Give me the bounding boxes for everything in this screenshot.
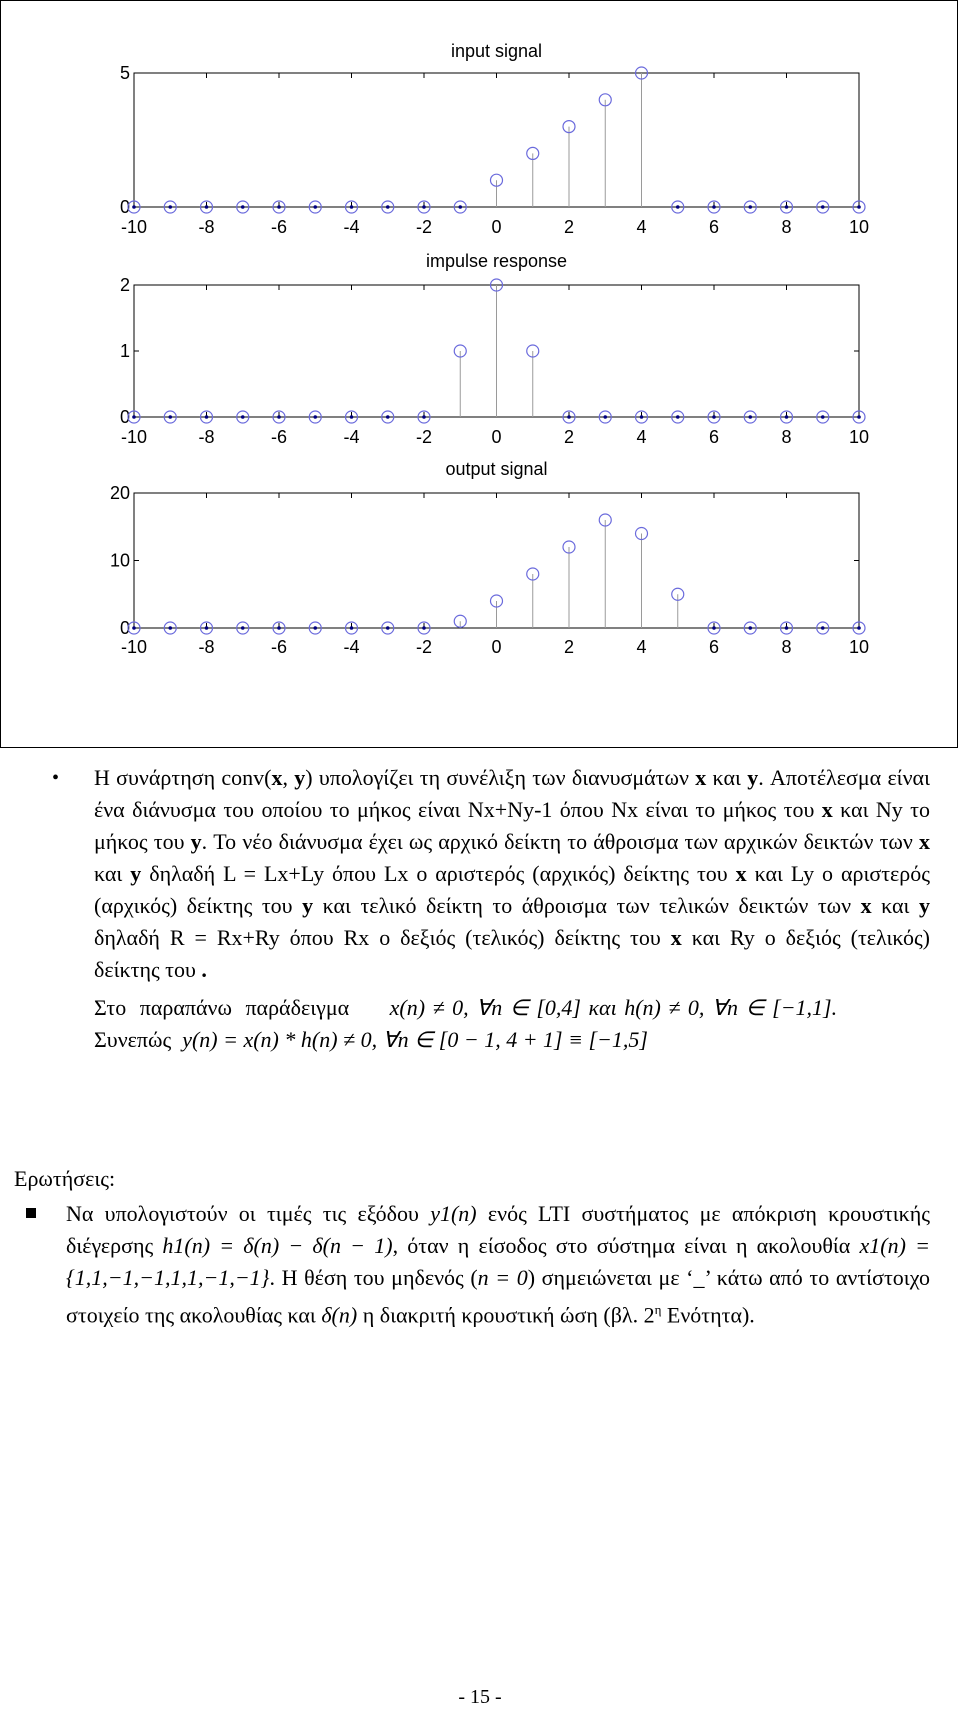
baseline-dot — [712, 205, 716, 209]
baseline-dot — [241, 415, 245, 419]
text-run: ) υπολογίζει τη συνέλιξη των διανυσμάτων — [305, 765, 696, 790]
text-run: και Ny το μήκος του — [94, 797, 930, 854]
text-run: Η συνάρτηση conv( — [94, 765, 272, 790]
baseline-dot — [785, 415, 789, 419]
x-tick-label: -8 — [198, 217, 215, 237]
baseline-dot — [458, 205, 462, 209]
text-run: ) σημειώνεται με ‘_’ κάτω από το αντίστοιχο στοιχείο της ακολουθίας και — [66, 1265, 930, 1328]
figure-panel — [0, 0, 958, 748]
stem-plots — [1, 1, 957, 747]
baseline-dot — [748, 626, 752, 630]
baseline-dot — [132, 415, 136, 419]
questions-heading: Ερωτήσεις: — [14, 1166, 116, 1191]
baseline-dot — [168, 205, 172, 209]
x-tick-label: 6 — [708, 427, 720, 447]
x-tick-label: 10 — [848, 427, 870, 447]
baseline-dot — [205, 626, 209, 630]
superscript: η — [654, 1302, 662, 1317]
baseline-dot — [350, 205, 354, 209]
baseline-dot — [712, 415, 716, 419]
x-tick-label: -2 — [415, 217, 433, 237]
bold-y: y — [302, 893, 314, 918]
bullet-list — [52, 762, 930, 1056]
baseline-dot — [857, 626, 861, 630]
x-tick-label: 10 — [848, 637, 870, 657]
baseline-dot — [313, 205, 317, 209]
text-run: και Ly ο αριστερός (αρχικός) δείκτης του — [94, 861, 930, 918]
text-run: Να υπολογιστούν οι τιμές τις εξόδου — [66, 1201, 431, 1226]
plot-title: input signal — [450, 41, 543, 61]
baseline-dot — [168, 626, 172, 630]
square-bullet-icon — [26, 1208, 36, 1218]
baseline-dot — [313, 626, 317, 630]
baseline-dot — [821, 415, 825, 419]
baseline-dot — [168, 415, 172, 419]
baseline-dot — [821, 205, 825, 209]
baseline-dot — [422, 205, 426, 209]
baseline-dot — [350, 626, 354, 630]
x-tick-label: -4 — [343, 427, 360, 447]
baseline-dot — [313, 415, 317, 419]
bold-x: x — [670, 925, 682, 950]
baseline-dot — [241, 205, 245, 209]
page-number: - 15 - — [458, 1686, 502, 1708]
baseline-dot — [350, 415, 354, 419]
y-tick-label: 0 — [119, 197, 130, 217]
baseline-dot — [857, 205, 861, 209]
baseline-dot — [241, 626, 245, 630]
x-tick-label: 8 — [781, 637, 792, 657]
x-tick-label: 4 — [636, 217, 647, 237]
baseline-dot — [676, 415, 680, 419]
x-tick-label: -8 — [198, 637, 215, 657]
baseline-dot — [748, 205, 752, 209]
bold-x: x — [821, 797, 833, 822]
x-tick-label: -6 — [270, 637, 288, 657]
bold-y: y — [130, 861, 142, 886]
bold-x: x — [695, 765, 707, 790]
baseline-dot — [386, 626, 390, 630]
plot-title: impulse response — [425, 251, 568, 271]
text-run: και τελικό δείκτη το άθροισμα των τελικών δεικτών των — [313, 893, 861, 918]
bold-y: y — [190, 829, 202, 854]
text-run: δηλαδή L = Lx+Ly όπου Lx ο αριστερός (αρχικός) δείκτης του — [141, 861, 736, 886]
x-tick-label: 10 — [848, 217, 870, 237]
bold-y: y — [747, 765, 759, 790]
baseline-dot — [567, 415, 571, 419]
x-tick-label: 4 — [636, 637, 647, 657]
baseline-dot — [857, 415, 861, 419]
text-run: Ενότητα). — [661, 1302, 755, 1328]
y-tick-label: 0 — [119, 618, 130, 638]
y-tick-label: 1 — [119, 341, 130, 361]
text-run: , όταν η είσοδος στο σύστημα είναι η ακολουθία — [392, 1233, 860, 1258]
x-tick-label: -10 — [120, 637, 148, 657]
text-run: και Ry ο δεξιός (τελικός) δείκτης του — [94, 925, 930, 982]
x-tick-label: 4 — [636, 427, 647, 447]
baseline-dot — [205, 415, 209, 419]
text-run: δηλαδή R = Rx+Ry όπου Rx ο δεξιός (τελικός) δείκτης του — [94, 925, 671, 950]
baseline-dot — [205, 205, 209, 209]
y-tick-label: 10 — [109, 550, 130, 571]
bold-x: x — [919, 829, 930, 854]
text-run: η διακριτή κρουστική ώση (βλ. 2 — [357, 1302, 655, 1328]
baseline-dot — [386, 205, 390, 209]
x-tick-label: 2 — [563, 637, 575, 657]
text-run: ενός LTI συστήματος με απόκριση κρουστικής διέγερσης — [66, 1201, 930, 1258]
eq-lead: Συνεπώς — [94, 1027, 172, 1052]
text-run: . Αποτέλεσμα είναι ένα διάνυσμα του οποίου το μήκος είναι Nx+Ny-1 όπου Nx είναι το μήκος του — [94, 765, 930, 822]
baseline-dot — [748, 415, 752, 419]
baseline-dot — [821, 626, 825, 630]
math-x1: x1(n) = {1,1,−1,−1,1,1,−1,−1} — [66, 1233, 930, 1290]
text-run: . Το νέο διάνυσμα έχει ως αρχικό δείκτη το άθροισμα των αρχικών δεικτών των — [201, 829, 919, 854]
x-tick-label: 2 — [563, 217, 575, 237]
baseline-dot — [132, 626, 136, 630]
plot-title: output signal — [445, 459, 548, 479]
baseline-dot — [603, 415, 607, 419]
eq-formula: y(n) = x(n) * h(n) ≠ 0, ∀n ∈ [0 − 1, 4 + 1] ≡ [−1,5] — [182, 1027, 648, 1052]
x-tick-label: 2 — [563, 427, 575, 447]
conv-explanation — [52, 762, 930, 1056]
bold-x: x — [860, 893, 872, 918]
baseline-dot — [132, 205, 136, 209]
baseline-dot — [277, 626, 281, 630]
y-tick-label: 5 — [119, 63, 130, 83]
conv-paragraph — [94, 762, 930, 986]
math-y1: y1(n) — [430, 1201, 477, 1226]
x-tick-label: -4 — [343, 217, 360, 237]
question-list — [66, 1198, 930, 1331]
x-tick-label: 6 — [708, 637, 720, 657]
x-tick-label: 8 — [781, 217, 792, 237]
x-tick-label: -10 — [120, 427, 148, 447]
text-run: και — [871, 893, 919, 918]
result-equation — [94, 1024, 930, 1056]
eq-formula: x(n) ≠ 0, ∀n ∈ [0,4] και h(n) ≠ 0, ∀n ∈ [−1,1]. — [389, 995, 838, 1020]
baseline-dot — [422, 415, 426, 419]
baseline-dot — [640, 415, 644, 419]
bold-y: y — [294, 765, 306, 790]
x-tick-label: 6 — [708, 217, 720, 237]
y-tick-label: 20 — [109, 483, 130, 503]
baseline-dot — [386, 415, 390, 419]
baseline-dot — [785, 205, 789, 209]
bullet-marker: • — [52, 767, 60, 789]
question-item — [66, 1198, 930, 1331]
baseline-dot — [676, 205, 680, 209]
math-n0: n = 0 — [477, 1265, 528, 1290]
x-tick-label: -10 — [120, 217, 148, 237]
x-tick-label: 0 — [491, 427, 502, 447]
x-tick-label: -2 — [415, 427, 433, 447]
bold-y: y — [919, 893, 930, 918]
text-run: , — [282, 765, 295, 790]
bold-x: x — [271, 765, 283, 790]
baseline-dot — [277, 205, 281, 209]
text-run: και — [94, 861, 131, 886]
text-run: και — [706, 765, 748, 790]
example-equation — [94, 992, 930, 1024]
baseline-dot — [712, 626, 716, 630]
x-tick-label: -8 — [198, 427, 215, 447]
x-tick-label: -6 — [270, 217, 288, 237]
bold-dot: . — [201, 957, 207, 982]
x-tick-label: 0 — [491, 637, 502, 657]
x-tick-label: -4 — [343, 637, 360, 657]
x-tick-label: -2 — [415, 637, 433, 657]
y-tick-label: 0 — [119, 407, 130, 427]
math-h1: h1(n) = δ(n) − δ(n − 1) — [162, 1233, 393, 1258]
baseline-dot — [422, 626, 426, 630]
text-run: . Η θέση του μηδενός ( — [269, 1265, 478, 1290]
y-tick-label: 2 — [119, 275, 130, 295]
x-tick-label: 0 — [491, 217, 502, 237]
baseline-dot — [277, 415, 281, 419]
x-tick-label: 8 — [781, 427, 792, 447]
bold-x: x — [735, 861, 747, 886]
eq-lead: Στο παραπάνω παράδειγμα — [94, 995, 350, 1020]
math-delta: δ(n) — [321, 1302, 358, 1328]
x-tick-label: -6 — [270, 427, 288, 447]
baseline-dot — [785, 626, 789, 630]
